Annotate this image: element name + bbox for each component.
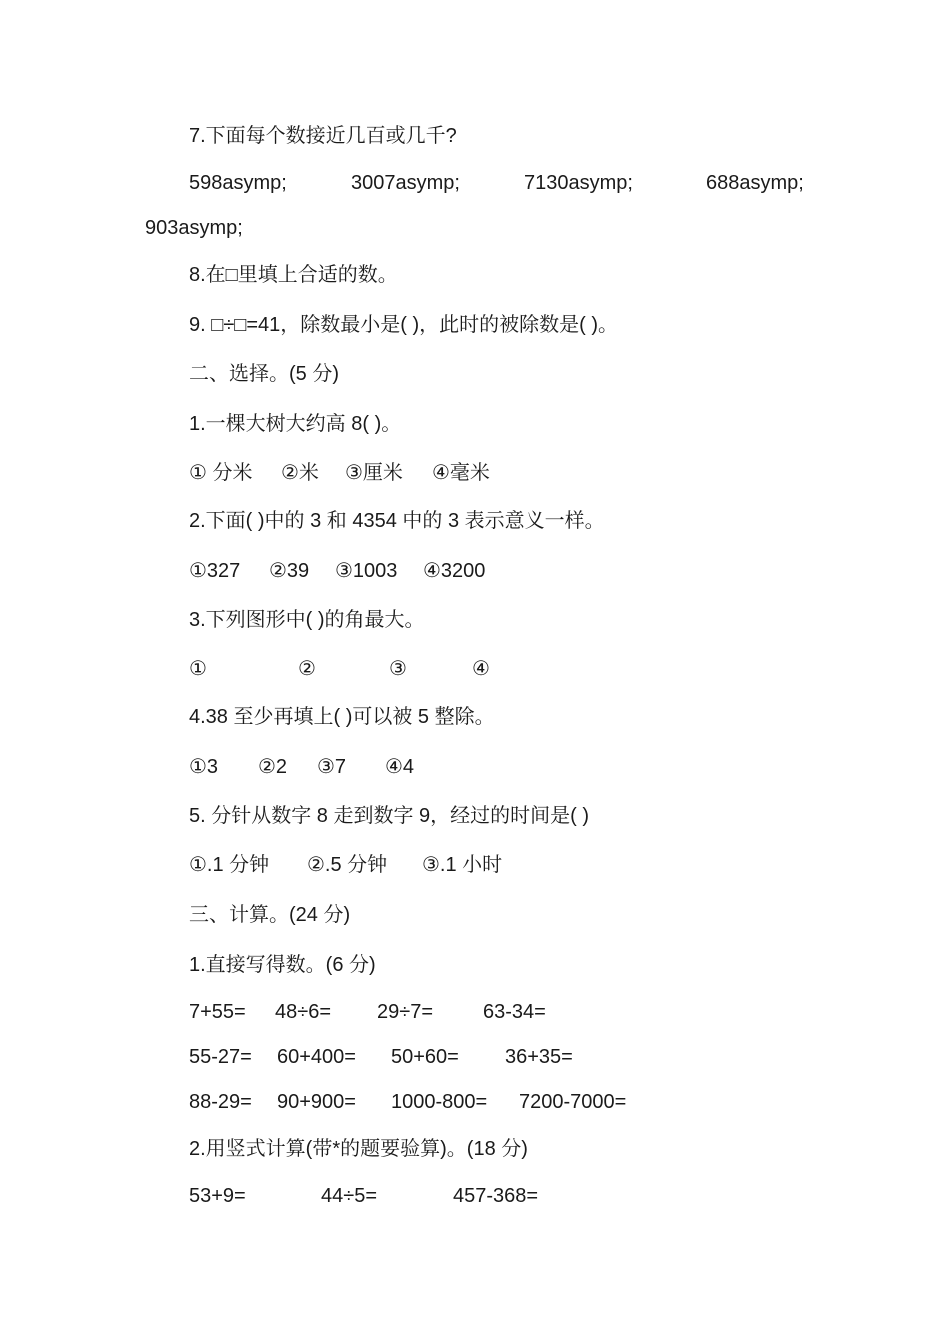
q8-text: 8.在□里填上合适的数。 [189, 264, 398, 286]
calc-item: 7+55= [189, 1001, 246, 1023]
section2-title: 二、选择。(5 分) [189, 363, 339, 385]
calc-item: 29÷7= [377, 1001, 434, 1023]
calc-item: 63-34= [483, 1001, 546, 1023]
option: ① 分米 [189, 462, 253, 484]
calc-item: 48÷6= [275, 1001, 332, 1023]
q7-item-5: 903asymp; [145, 217, 243, 239]
calc-item: 90+900= [277, 1091, 356, 1113]
option: ②39 [269, 560, 310, 582]
q7-item-1: 598asymp; [189, 172, 287, 194]
option: ④毫米 [432, 462, 490, 484]
option: ③1003 [335, 560, 398, 582]
option: ②.5 分钟 [307, 854, 388, 876]
s2-q4-text: 4.38 至少再填上( )可以被 5 整除。 [189, 706, 495, 728]
calc-item: 88-29= [189, 1091, 252, 1113]
s2-q2-text: 2.下面( )中的 3 和 4354 中的 3 表示意义一样。 [189, 510, 605, 532]
option: ④ [472, 658, 490, 680]
q7-item-4: 688asymp; [706, 172, 804, 194]
s2-q3-text: 3.下列图形中( )的角最大。 [189, 609, 425, 631]
option: ①327 [189, 560, 241, 582]
s2-q1-text: 1.一棵大树大约高 8( )。 [189, 413, 402, 435]
calc-item: 55-27= [189, 1046, 252, 1068]
s3-sub1-title: 1.直接写得数。(6 分) [189, 954, 376, 976]
q7-item-2: 3007asymp; [351, 172, 460, 194]
q9-text: 9. □÷□=41，除数最小是( )，此时的被除数是( )。 [189, 314, 619, 336]
section3-title: 三、计算。(24 分) [189, 904, 351, 926]
option: ③ [389, 658, 407, 680]
option: ③厘米 [345, 462, 403, 484]
option: ④4 [385, 756, 415, 778]
option: ① [189, 658, 207, 680]
calc-item: 1000-800= [391, 1091, 488, 1113]
calc-item: 7200-7000= [519, 1091, 627, 1113]
calc-item: 50+60= [391, 1046, 459, 1068]
option: ①.1 分钟 [189, 854, 270, 876]
calc-item: 44÷5= [321, 1185, 378, 1207]
option: ①3 [189, 756, 219, 778]
calc-item: 36+35= [505, 1046, 573, 1068]
option: ④3200 [423, 560, 486, 582]
calc-item: 60+400= [277, 1046, 356, 1068]
q7-item-3: 7130asymp; [524, 172, 633, 194]
calc-item: 53+9= [189, 1185, 246, 1207]
option: ③.1 小时 [422, 854, 503, 876]
option: ② [298, 658, 316, 680]
option: ③7 [317, 756, 347, 778]
q7-title: 7.下面每个数接近几百或几千? [189, 125, 457, 147]
option: ②2 [258, 756, 288, 778]
s2-q5-text: 5. 分针从数字 8 走到数字 9，经过的时间是( ) [189, 805, 590, 827]
option: ②米 [281, 462, 319, 484]
s3-sub2-title: 2.用竖式计算(带*的题要验算)。(18 分) [189, 1138, 528, 1160]
calc-item: 457-368= [453, 1185, 539, 1207]
